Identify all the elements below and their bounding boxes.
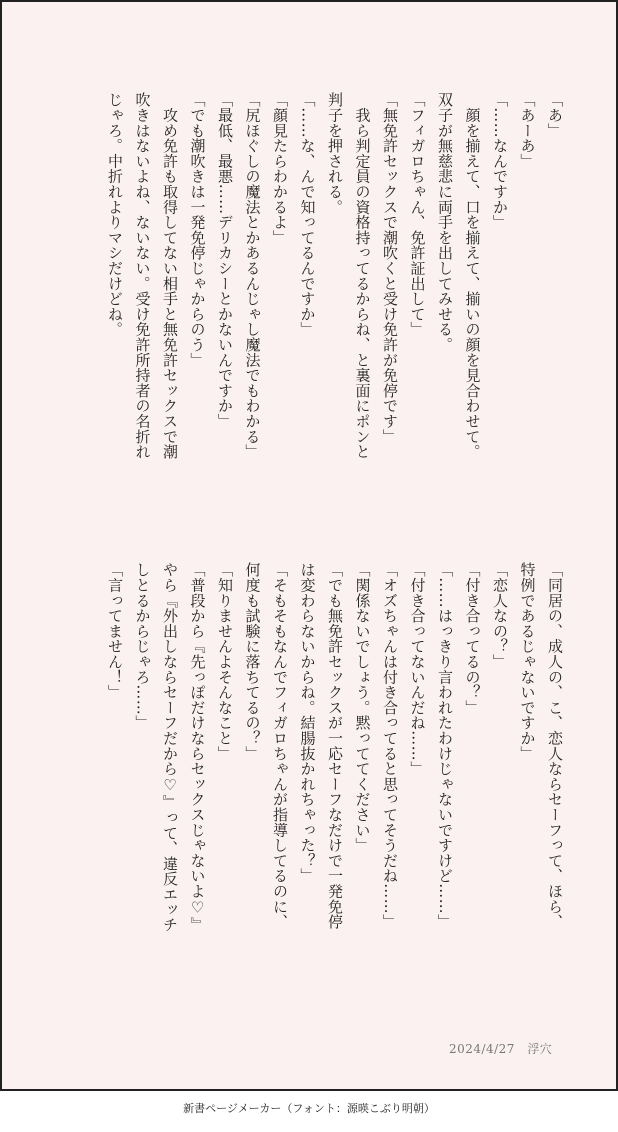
text-line: 「恋人なの？」: [491, 562, 509, 670]
text-line: 「関係ないでしょう。黙っててください」: [353, 562, 372, 853]
text-line: 「付き合ってるの？」: [463, 562, 482, 715]
lower-text-block: [101, 562, 569, 1042]
text-line: 「あーあ」: [518, 92, 537, 169]
text-line: 「そもそもなんでフィガロちゃんが指導してるのに、: [271, 562, 289, 930]
text-line: 「顔見たらわかるよ」: [271, 92, 289, 245]
date-author-signature: 2024/4/27 浮穴: [449, 1042, 553, 1056]
text-line: 「最低、最悪……デリカシーとかないんですか」: [216, 92, 234, 429]
text-line: 吹きはないよね、ないない。受け免許所持者の名折れ: [133, 92, 152, 460]
text-line: 特例であるじゃないですか」: [518, 562, 537, 761]
text-line: 「フィガロちゃん、免許証出して」: [408, 92, 427, 337]
upper-text-block: [101, 92, 569, 522]
text-line: 何度も試験に落ちてるの？」: [243, 562, 262, 761]
text-line: 「同居の、成人の、こ、恋人ならセーフって、ほら、: [546, 562, 564, 930]
text-line: 「……な、んで知ってるんですか」: [298, 92, 317, 337]
text-line: 我ら判定員の資格持ってるからね、と裏面にポンと: [353, 92, 372, 460]
text-line: 「言ってません！」: [106, 562, 124, 700]
text-line: しとるからじゃろ……」: [133, 562, 152, 731]
text-line: 「知りませんよそんなこと」: [216, 562, 234, 761]
text-line: 「普段から『先っぽだけならセックスじゃないよ♡』: [188, 562, 207, 933]
text-line: 「付き合ってないんだね……」: [408, 562, 427, 777]
text-line: 双子が無慈悲に両手を出してみせる。: [436, 92, 454, 353]
text-line: 「でも潮吹きは一発免停じゃからのう」: [188, 92, 207, 368]
text-line: やら『外出しならセーフだから♡』って、違反エッチ: [161, 562, 179, 933]
text-line: 「……なんですか」: [491, 92, 509, 230]
text-line: 「でも無免許セックスが一応セーフなだけで一発免停: [326, 562, 344, 930]
text-line: 判子を押される。: [326, 92, 344, 215]
text-line: は変わらないからね。結腸抜かれちゃった？」: [298, 562, 317, 884]
text-line: 攻め免許も取得してない相手と無免許セックスで潮: [161, 92, 179, 460]
text-line: 「無免許セックスで潮吹くと受け免許が免停です」: [381, 92, 399, 444]
text-line: じゃろ。中折れよりマシだけどね。: [106, 92, 124, 337]
text-line: 顔を揃えて、口を揃えて、揃いの顔を見合わせて。: [463, 92, 482, 460]
text-line: 「オズちゃんは付き合ってると思ってそうだね……」: [381, 562, 399, 930]
footer-caption: 新書ページメーカー（フォント：源暎こぶり明朝）: [183, 1102, 435, 1115]
text-line: 「あ」: [546, 92, 564, 138]
text-line: 「……はっきり言われたわけじゃないですけど……」: [436, 562, 454, 930]
text-line: 「尻ほぐしの魔法とかあるんじゃし魔法でもわかる」: [243, 92, 262, 460]
